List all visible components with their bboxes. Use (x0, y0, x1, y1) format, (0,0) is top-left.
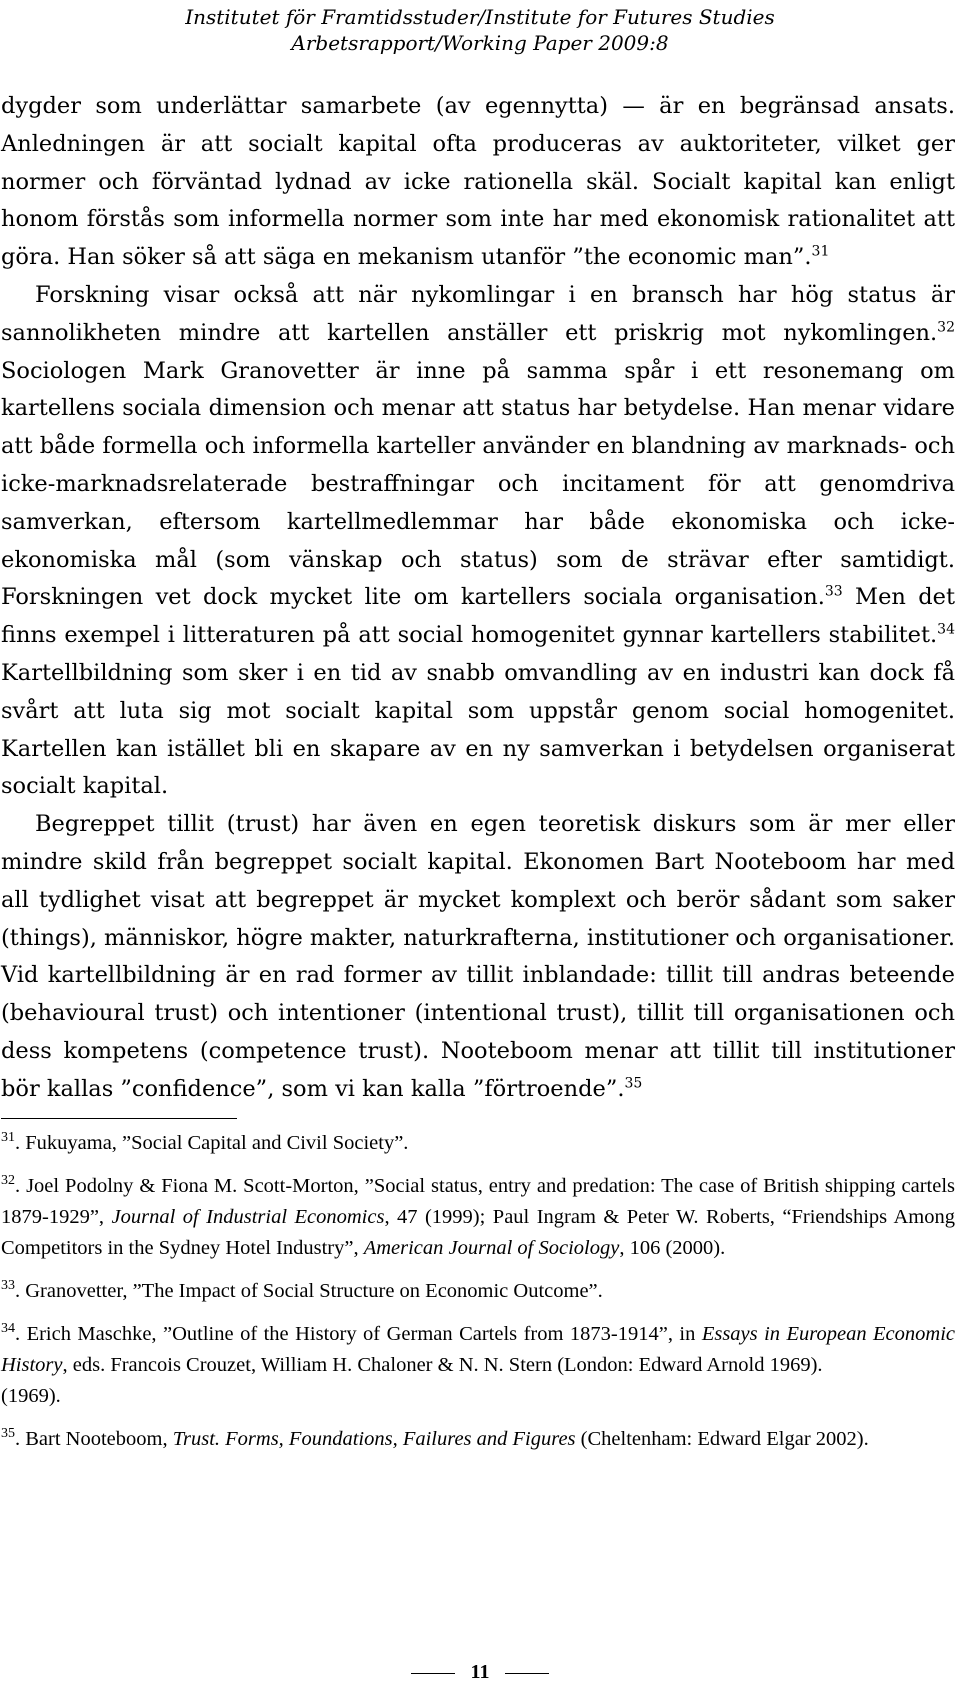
footnote-33-text: . Granovetter, ”The Impact of Social Structure on Economic Outcome”. (15, 1280, 603, 1302)
header-institute: Institutet för Framtidsstuder/Institute for Futures Studies (185, 5, 775, 29)
footnote-32-text-b: , 47 (1999); Paul Ingram & Peter W. Roberts, “Friendships Among Competitors in the Sydney Hotel Industry”, (1, 1206, 955, 1259)
footnote-35-text-b: (Cheltenham: Edward Elgar 2002). (575, 1428, 869, 1450)
paragraph-2-text-a: Forskning visar också att när nykomlingar i en bransch har hög status är sannolikheten mindre att kartellen anställer ett priskrig mot nykomlingen. (1, 281, 955, 346)
footnote-ref-35[interactable]: 35 (624, 1075, 643, 1092)
running-header (0, 4, 960, 56)
page-number-dash-left (411, 1673, 455, 1674)
footnote-32-number: 32 (1, 1173, 15, 1189)
footnote-35-text-a: . Bart Nooteboom, (15, 1428, 173, 1450)
footnote-34 (1, 1319, 955, 1381)
footnote-34-book: Essays in European Economic History (1, 1323, 955, 1376)
footnote-ref-32[interactable]: 32 (937, 319, 955, 336)
footnote-31-text: . Fukuyama, ”Social Capital and Civil Society”. (15, 1132, 409, 1154)
footnote-ref-33[interactable]: 33 (824, 583, 843, 600)
footnotes (1, 1128, 955, 1467)
header-paper-id: Arbetsrapport/Working Paper 2009:8 (291, 31, 669, 55)
footnote-33-number: 33 (1, 1278, 15, 1294)
footnote-32-journal-1: Journal of Industrial Economics (111, 1206, 385, 1228)
paragraph-1 (1, 88, 955, 277)
footnote-32-text-a: . Joel Podolny & Fiona M. Scott-Morton, ”Social status, entry and predation: The case of British shipping cartels 1879-1929”, (1, 1175, 955, 1228)
footnote-31 (1, 1128, 955, 1159)
footnote-34-number: 34 (1, 1321, 15, 1337)
paragraph-3 (1, 806, 955, 1108)
footnote-34-text-a: . Erich Maschke, ”Outline of the History of German Cartels from 1873-1914”, in (15, 1323, 702, 1345)
paragraph-2-text-b: Sociologen Mark Granovetter är inne på samma spår i ett resonemang om kartellens sociala dimension och menar att status har betydelse. Han menar vidare att både formella och informella karteller använder en blandning av marknads- och icke-marknadsrelaterade bestraffningar och incitament för att genomdriva samverkan, eftersom kartellmedlemmar har både ekonomiska och icke-ekonomiska mål (som vänskap och status) som de strävar efter samtidigt. Forskningen vet dock mycket lite om kartellers sociala organisation. (1, 357, 955, 611)
footnote-ref-31[interactable]: 31 (811, 243, 830, 260)
page-number-footer (0, 1660, 960, 1684)
footnote-34-text-b: , eds. Francois Crouzet, William H. Chaloner & N. N. Stern (London: Edward Arnold 1969). (62, 1354, 823, 1376)
footnote-32 (1, 1171, 955, 1264)
page-number-dash-right (505, 1673, 549, 1674)
footnote-33 (1, 1276, 955, 1307)
paragraph-1-text: dygder som underlättar samarbete (av egennytta) — är en begränsad ansats. Anledningen är att socialt kapital ofta produceras av auktoriteter, vilket ger normer och förväntad lydnad av icke rationella skäl. Socialt kapital kan enligt honom förstås som informella normer som inte har med ekonomisk rationalitet att göra. Han söker så att säga en mekanism utanför ”the economic man”. (1, 93, 955, 271)
footnote-34-extra-text: (1969). (1, 1385, 61, 1407)
footnote-35-number: 35 (1, 1426, 15, 1442)
footnote-separator (1, 1118, 237, 1119)
footnote-35 (1, 1424, 955, 1455)
paragraph-2-text-d: Kartellbildning som sker i en tid av snabb omvandling av en industri kan dock få svårt att luta sig mot socialt kapital som uppstår genom social homogenitet. Kartellen kan istället bli en skapare av en ny samverkan i betydelsen organiserat socialt kapital. (1, 659, 955, 800)
footnote-ref-34[interactable]: 34 (937, 621, 955, 638)
footnote-32-journal-2: American Journal of Sociology (363, 1237, 620, 1259)
body-text (1, 88, 955, 1109)
footnote-35-book: Trust. Forms, Foundations, Failures and Figures (172, 1428, 576, 1450)
footnote-31-number: 31 (1, 1130, 15, 1146)
paragraph-2 (1, 277, 955, 806)
footnote-34-extra (1, 1381, 955, 1412)
page-number: 11 (470, 1661, 490, 1683)
paragraph-2-text-c: Men det finns exempel i litteraturen på att social homogenitet gynnar kartellers stabilitet. (1, 584, 955, 649)
footnote-32-text-c: , 106 (2000). (619, 1237, 726, 1259)
paragraph-3-text: Begreppet tillit (trust) har även en egen teoretisk diskurs som är mer eller mindre skild från begreppet socialt kapital. Ekonomen Bart Nooteboom har med all tydlighet visat att begreppet är mycket komplext och berör sådant som saker (things), människor, högre makter, naturkrafterna, institutioner och organisationer. Vid kartellbildning är en rad former av tillit inblandade: tillit till andras beteende (behavioural trust) och intentioner (intentional trust), tillit till organisationen och dess kompetens (competence trust). Nooteboom menar att tillit till institutioner bör kallas ”confidence”, som vi kan kalla ”förtroende”. (1, 811, 955, 1102)
